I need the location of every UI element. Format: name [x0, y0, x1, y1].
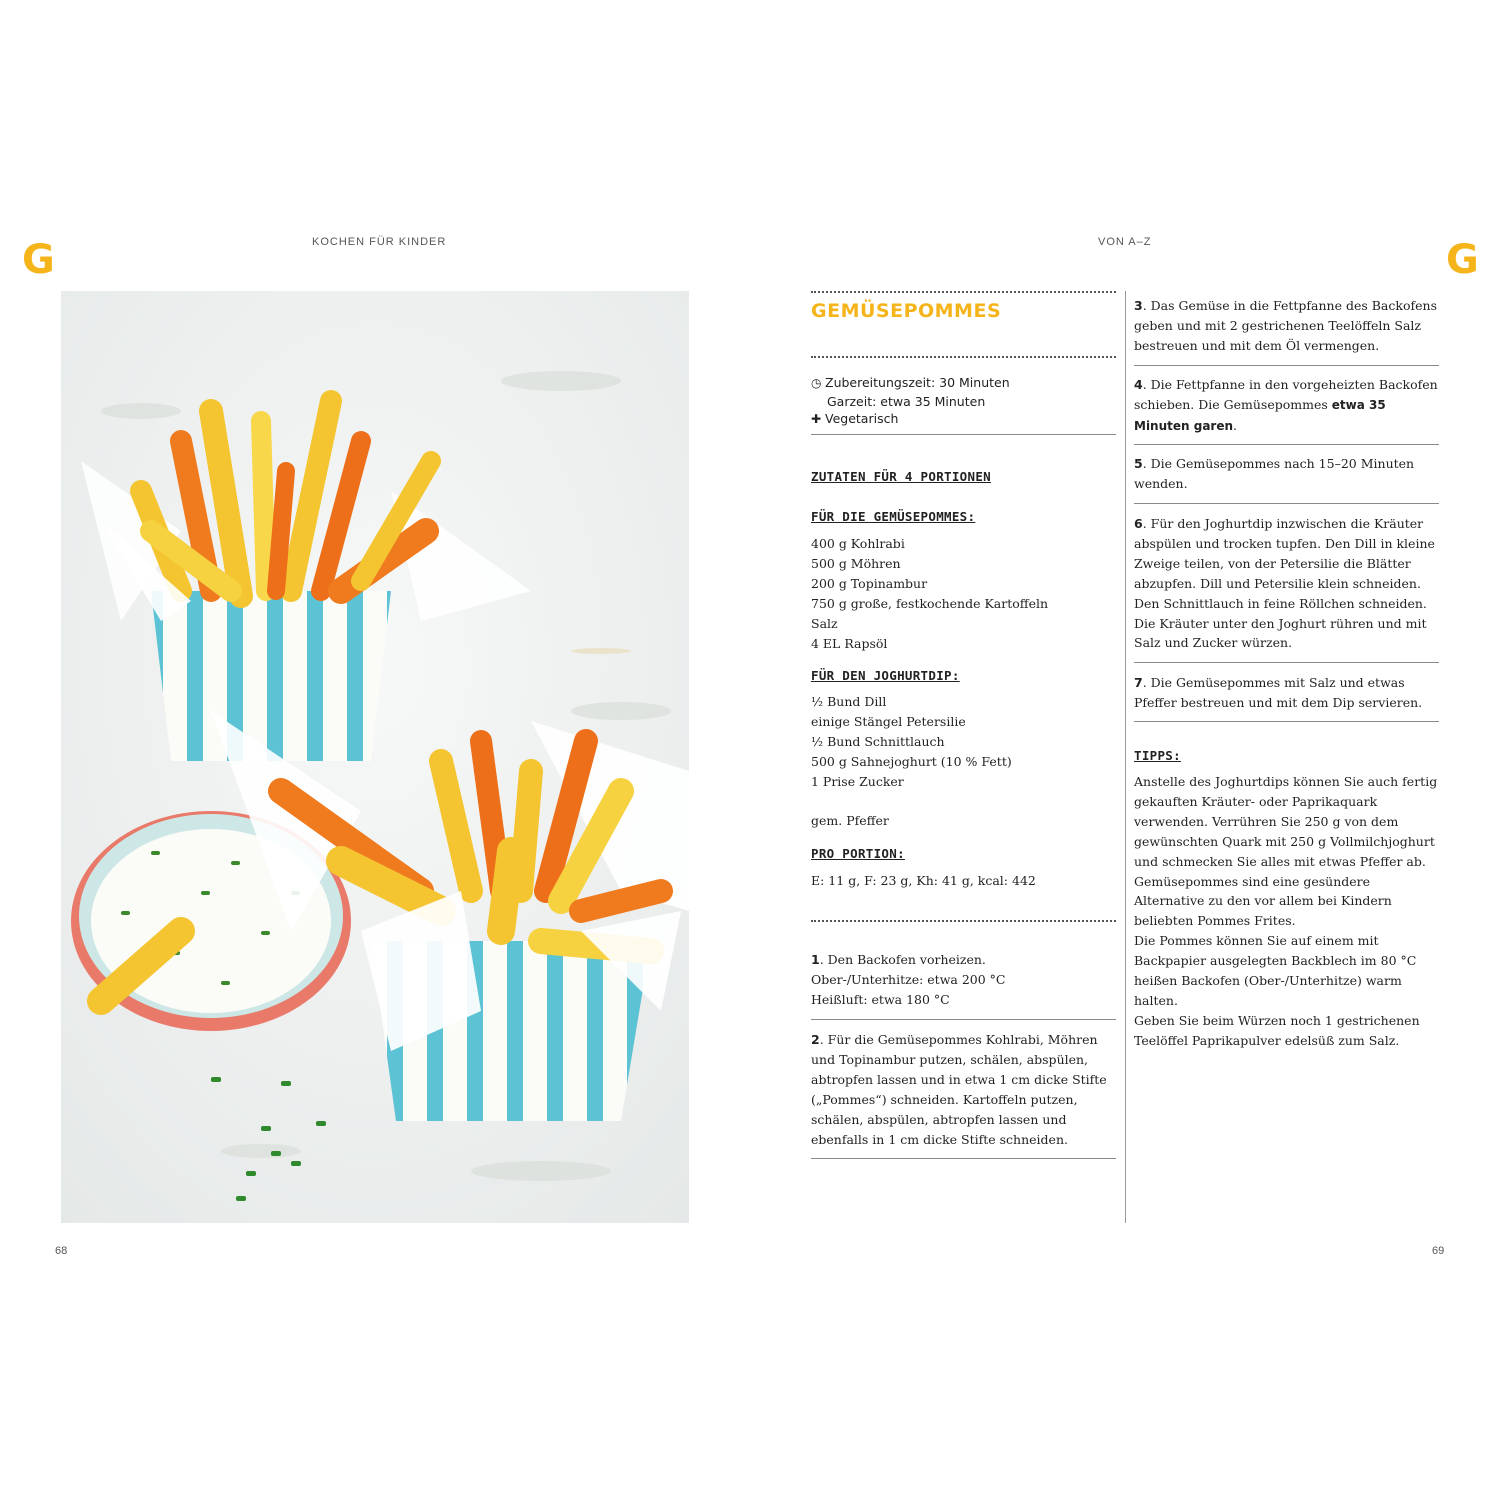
ingredient: ½ Bund Dill	[811, 694, 887, 709]
ingredient: ½ Bund Schnittlauch	[811, 733, 945, 749]
step-emphasis: etwa 35 Minuten garen	[1134, 397, 1386, 433]
tip: Die Pommes können Sie auf einem mit Backpapier ausgelegten Backblech im 80 °C heißen Backofen (Ober-/Unterhitze) warm halten.	[1134, 933, 1417, 1008]
dotted-rule	[811, 291, 1116, 293]
ingredient: 400 g Kohlrabi	[811, 536, 905, 551]
section-letter-right: G	[1446, 237, 1479, 283]
step-7	[1134, 673, 1439, 713]
step-text: . Den Backofen vorheizen.	[819, 952, 986, 967]
divider	[1134, 503, 1439, 504]
step-4	[1134, 375, 1439, 437]
section-letter-left: G	[22, 237, 55, 283]
step-text: Ober-/Unterhitze: etwa 200 °C	[811, 971, 1006, 987]
nutrition-values: E: 11 g, F: 23 g, Kh: 41 g, kcal: 442	[811, 873, 1036, 888]
dotted-rule	[811, 356, 1116, 358]
divider	[811, 434, 1116, 435]
tip: Gemüsepommes sind eine gesündere Alternative zu den vor allem bei Kindern beliebten Pommes Frites.	[1134, 873, 1392, 929]
ingredient: 750 g große, festkochende Kartoffeln	[811, 595, 1049, 611]
cook-time: Garzeit: etwa 35 Minuten	[827, 393, 986, 409]
fries-ingredients	[811, 534, 1116, 653]
step-number: 1	[811, 952, 820, 967]
tip: Anstelle des Joghurtdips können Sie auch fertig gekauften Kräuter- oder Paprikaquark verwenden. Verrühren Sie 250 g von dem gewünschten Quark mit 250 g Vollmilchjoghurt und schmecken Sie alles mit etwas Pfeffer ab.	[1134, 774, 1438, 869]
ingredients-heading: ZUTATEN FÜR 4 PORTIONEN	[811, 469, 991, 484]
page-number-right: 69	[1432, 1245, 1445, 1257]
recipe-meta	[811, 374, 1116, 429]
divider	[1134, 365, 1439, 366]
ingredient-pepper: gem. Pfeffer	[811, 813, 889, 828]
portion-heading: PRO PORTION:	[811, 846, 905, 861]
ingredient: einige Stängel Petersilie	[811, 713, 966, 729]
dip-ingredients	[811, 692, 1116, 792]
ingredient: 4 EL Rapsöl	[811, 635, 888, 651]
dip-heading: FÜR DEN JOGHURTDIP:	[811, 668, 960, 683]
step-number: 4	[1134, 377, 1143, 392]
dotted-rule	[811, 920, 1116, 922]
step-text: . Für die Gemüsepommes Kohlrabi, Möhren und Topinambur putzen, schälen, abspülen, abtropfen lassen und in etwa 1 cm dicke Stifte („Pommes“) schneiden. Kartoffeln putzen, schälen, abspülen, abtropfen lassen und ebenfalls in 1 cm dicke Stifte schneiden.	[811, 1032, 1107, 1147]
ingredient: 500 g Sahnejoghurt (10 % Fett)	[811, 753, 1012, 769]
step-text: Heißluft: etwa 180 °C	[811, 991, 950, 1007]
tips-text	[1134, 772, 1439, 1051]
step-6	[1134, 514, 1439, 653]
step-text: . Das Gemüse in die Fettpfanne des Backofens geben und mit 2 gestrichenen Teelöffeln Salz bestreuen und mit dem Öl vermengen.	[1134, 298, 1437, 353]
divider	[811, 1158, 1116, 1159]
prep-time: Zubereitungszeit: 30 Minuten	[825, 375, 1010, 390]
diet-label: Vegetarisch	[825, 411, 899, 426]
step-number: 2	[811, 1032, 820, 1047]
step-number: 6	[1134, 516, 1143, 531]
ingredient: 200 g Topinambur	[811, 575, 928, 591]
tip: Geben Sie beim Würzen noch 1 gestrichenen Teelöffel Paprikapulver edelsüß zum Salz.	[1134, 1012, 1420, 1048]
step-number: 7	[1134, 675, 1143, 690]
step-text: . Die Gemüsepommes nach 15–20 Minuten wenden.	[1134, 456, 1415, 491]
step-text: .	[1233, 417, 1238, 433]
divider	[1134, 662, 1439, 663]
divider	[1134, 444, 1439, 445]
fries-heading: FÜR DIE GEMÜSEPOMMES:	[811, 509, 976, 524]
step-text: . Die Gemüsepommes mit Salz und etwas Pfeffer bestreuen und mit dem Dip servieren.	[1134, 675, 1423, 710]
ingredient: 500 g Möhren	[811, 555, 901, 571]
running-head-left: KOCHEN FÜR KINDER	[312, 236, 447, 248]
step-3	[1134, 296, 1439, 356]
plus-icon: ✚	[811, 412, 822, 426]
recipe-photo	[61, 291, 689, 1223]
column-divider	[1125, 291, 1126, 1223]
recipe-title: GEMÜSEPOMMES	[811, 300, 1002, 322]
divider	[811, 1019, 1116, 1020]
step-text: . Die Fettpfanne in den vorgeheizten Backofen schieben. Die Gemüsepommes	[1134, 377, 1438, 412]
divider	[1134, 721, 1439, 722]
clock-icon: ◷	[811, 376, 822, 390]
step-number: 5	[1134, 456, 1143, 471]
step-1	[811, 950, 1116, 1010]
step-5	[1134, 454, 1439, 494]
ingredient: 1 Prise Zucker	[811, 773, 904, 789]
step-text: . Für den Joghurtdip inzwischen die Kräuter abspülen und trocken tupfen. Den Dill in kleine Zweige teilen, von der Petersilie die Blätter abzupfen. Dill und Petersilie klein schneiden. Den Schnittlauch in feine Röllchen schneiden. Die Kräuter unter den Joghurt rühren und mit Salz und Zucker würzen.	[1134, 516, 1435, 651]
running-head-right: VON A–Z	[1098, 236, 1152, 248]
tips-heading: TIPPS:	[1134, 748, 1181, 763]
step-2	[811, 1030, 1116, 1149]
page-number-left: 68	[55, 1245, 68, 1257]
ingredient: Salz	[811, 615, 838, 631]
step-number: 3	[1134, 298, 1143, 313]
